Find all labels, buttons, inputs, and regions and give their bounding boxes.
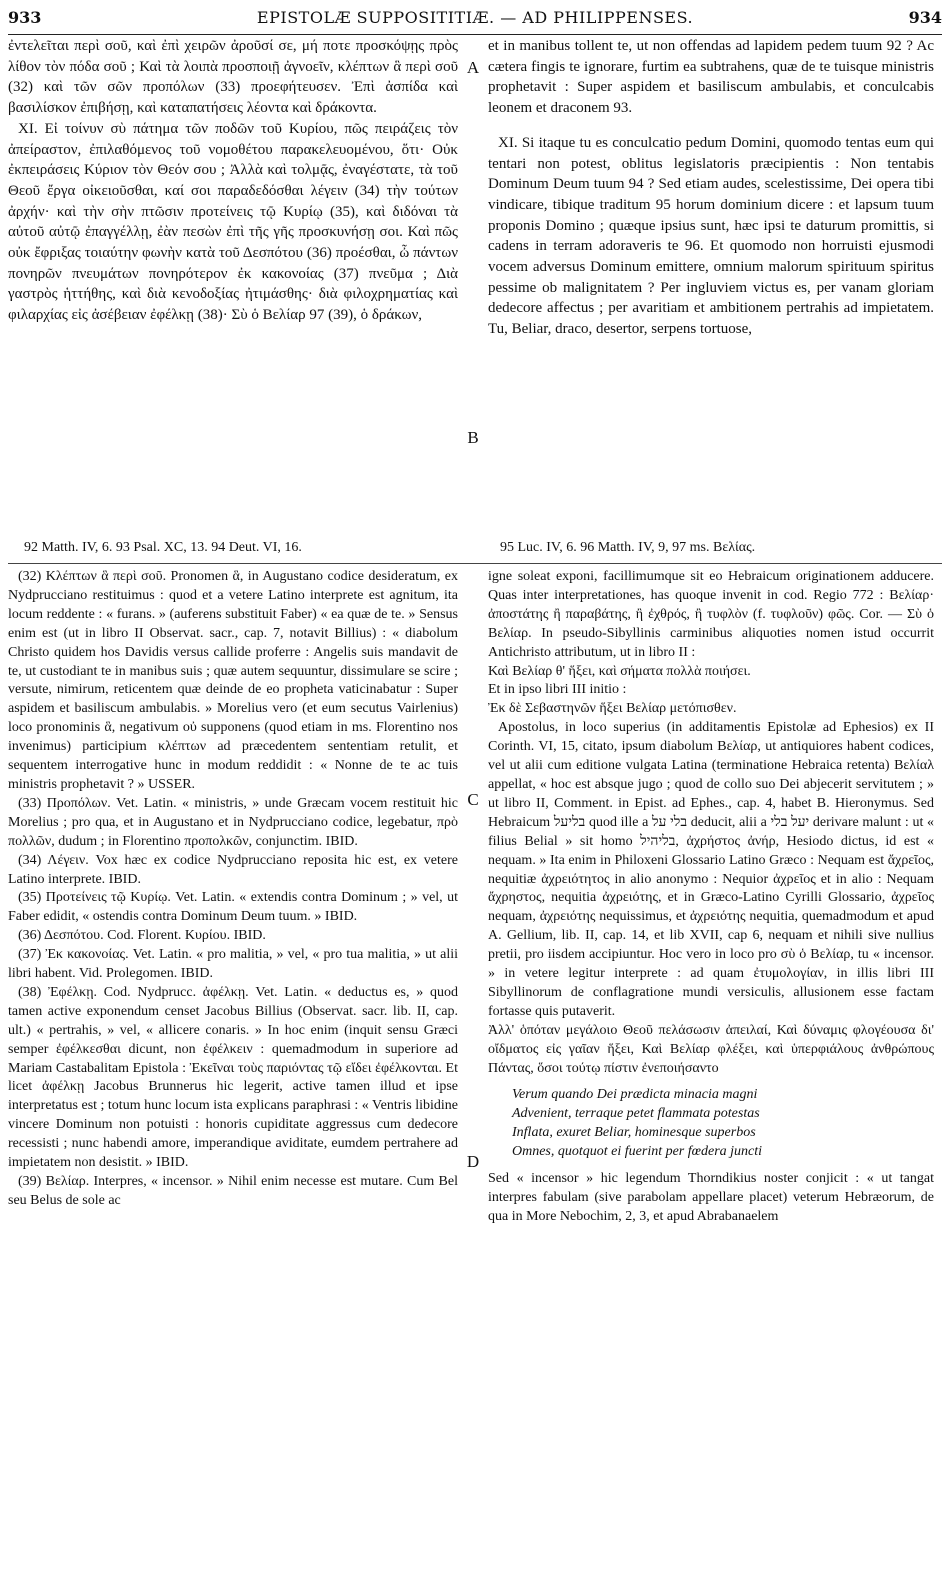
sibylline-verse-2: Ἐκ δὲ Σεβαστηνῶν ἥξει Βελίαρ μετόπισθεν.	[488, 701, 737, 717]
note-35: (35) Προτείνεις τῷ Κυρίῳ. Vet. Latin. « extendis contra Dominum ; » vel, ut Faber edidit, « ostendis contra Dominum Deum tuum. » IBID.	[8, 890, 458, 925]
sibylline-verse-1: Καὶ Βελίαρ θ' ἥξει, καὶ σήματα πολλὰ ποιήσει.	[488, 663, 751, 679]
note-37: (37) Ἐκ κακονοίας. Vet. Latin. « pro malitia, » vel, « pro tua malitia, » ut alii libri habent. Vid. Prolegomen. IBID.	[8, 947, 458, 982]
greek-paragraph-2: XI. Εἰ τοίνυν σὺ πάτημα τῶν ποδῶν τοῦ Κυρίου, πῶς πειράζεις τὸν ἀπείραστον, ἐπιλαθόμενος τοῦ νομοθέτου παρακελευομένου, ὅτι· Οὐκ ἐκπειράσεις Κύριον τὸν Θεόν σου ; Ἀλλὰ καὶ τολμᾷς, ἐναγέστατε, τὰ τοῦ Θεοῦ ἔργα οἰκειοῦσθαι, καί σοι παραδεδόσθαι λέγειν (34) τὴν τούτων ἀρχήν· καὶ τὴν σὴν πτῶσιν προτείνεις τῷ Κυρίῳ (35), καὶ διδόναι τὰ αὐτοῦ αὐτῷ ἐπαγγέλλῃ, ἐὰν πεσὼν ἐπὶ τῆς γῆς προσκυνήσῃ σοι. Καὶ πῶς οὐκ ἔφριξας τοιαύτην φωνὴν κατὰ τοῦ Δεσπότου (36) προέσθαι, ὦ πάντων πονηρῶν πνευμάτων πονηρότερον ἐκ κακονοίας (37) πνεῦμα ; Διὰ γαστρὸς ἡττήθης, καὶ διὰ κενοδοξίας ἠτιμάσθης· διὰ φιλοχρηματίας καὶ φιλαρχίας εἰς ἀσέβειαν ἐφέλκῃ (38)· Σὺ ὁ Βελίαρ 97 (39), ὁ δράκων,	[8, 120, 458, 324]
running-title: EPISTOLÆ SUPPOSITITIÆ. — AD PHILIPPENSES.	[256, 8, 694, 27]
footnote-refs-left: 92 Matth. IV, 6. 93 Psal. XC, 13. 94 Deut. VI, 16.	[24, 540, 302, 555]
note-38: (38) Ἐφέλκῃ. Cod. Nydprucc. ἀφέλκῃ. Vet. Latin. « deductus es, » quod tamen active exponendum censet Jacobus Billius (Observat. sacr. lib. II, cap. ult.) « pertrahis, » vel, « allicere conaris. » In hoc enim (inquit sensu Græci semper ἐφέλκεσθαι dicunt, non ἐφέλκειν : quemadmodum in superiore ad Mariam Castabalitam Epistola : Ἐκεῖναι τοὺς παριόντας τῷ εἴδει ἐφέλκονται. Et licet ἀφέλκῃ Jacobus Brunnerus hic legerit, active tamen illud et ipse interpretatus est ; totum hunc locum ista explicans paraphrasi : « Ventris libidine vincere Dominum non potuisti : honoris cupiditate aggressus cum dedecore recessisti ; nunc habendi amore, imperandique aviditate, eumdem pertrahere ad impietatem non desistit. » IBID.	[8, 984, 458, 1171]
note-36: (36) Δεσπότου. Cod. Florent. Κυρίου. IBID.	[18, 928, 266, 944]
latin-verse-block	[512, 1086, 934, 1162]
margin-letter-b: B	[467, 428, 479, 447]
verse-line-2: Advenient, terraque petet flammata potestas	[512, 1106, 760, 1122]
note-39-continued: igne soleat exponi, facillimumque sit eo Hebraicum originationem adducere. Quas inter interpretationes, has quoque invenit in cod. Regio 772 : Βελίαρ· ἀποστάτης ἢ παραβάτης, ἢ ἐχθρός, ἢ τυφλὸν (f. τυφλοῦν) φῶς. Cor. — Σὺ ὁ Βελίαρ. In pseudo-Sibyllinis carminibus aliquoties nomen istud occurrit Antichristo attributum, ut in libro II :	[488, 569, 934, 660]
notes-divider	[8, 563, 942, 564]
page-header	[8, 6, 942, 35]
greek-paragraph-1: ἐντελεῖται περὶ σοῦ, καὶ ἐπὶ χειρῶν ἀροῦσί σε, μή ποτε προσκόψῃς πρὸς λίθον τὸν πόδα σοῦ ; Καὶ τὰ λοιπὰ προσποιῇ ἀγνοεῖν, κλέπτων ἃ περὶ σοῦ (32) καὶ τῶν σῶν προπόλων (33) προεφήτευσεν. Ἐπὶ ἀσπίδα καὶ βασιλίσκον ἐπιβήσῃ, καὶ καταπατήσεις λέοντα καὶ δράκοντα.	[8, 38, 458, 117]
commentary-right-column	[488, 568, 934, 1568]
page-number-right: 934	[908, 8, 942, 27]
commentary-left-column	[8, 568, 458, 1568]
note-thorndike: Sed « incensor » hic legendum Thorndikius noster conjicit : « ut tangat interpres fabulam (sive parabolam appellare placet) veterum Hebræorum, de qua in More Nebochim, 2, 3, et apud Abrabanaelem	[488, 1171, 934, 1224]
note-text: Et in ipso libri III initio :	[488, 682, 627, 698]
latin-paragraph-2: XI. Si itaque tu es conculcatio pedum Domini, quomodo tentas eum qui tentari non potest, oblitus legislatoris præcipientis : Non tentabis Dominum Deum tuum 94 ? Sed etiam audes, scelestissime, Dei opera tibi vindicare, tibique traditum 95 horum dominium dicere : et lapsum tuum proponis Domino ; quæque ipsius sunt, hæc ipsi te daturum promittis, si cadens in terram adoraveris te 96. Et quomodo non horruisti ejusmodi vocem adversus Dominum emittere, omnium malorum spirituum spiritus pessime ob malignitatem ? Per ingluviem victus es, per vanam gloriam dedecore affectus ; per avaritiam et ambitionem pertrahis ad impietatem. Tu, Beliar, draco, desertor, serpens tortuose,	[488, 134, 934, 338]
margin-letter-a: A	[466, 58, 480, 77]
note-39: (39) Βελίαρ. Interpres, « incensor. » Nihil enim necesse est mutare. Cum Bel seu Belus de sole ac	[8, 1174, 458, 1208]
margin-letter-d: D	[466, 1152, 480, 1171]
verse-line-4: Omnes, quotquot ei fuerint per fœdera juncti	[512, 1144, 763, 1160]
greek-verses: Ἀλλ' ὁπόταν μεγάλοιο Θεοῦ πελάσωσιν ἀπειλαί, Καὶ δύναμις φλογέουσα δι' οἴδματος εἰς γαῖαν ἥξει, Καὶ Βελίαρ φλέξει, καὶ ὑπερφιάλους ἀνθρώπους Πάντας, ὅσοι τούτῳ πίστιν ἐνεποιήσαντο	[488, 1022, 934, 1076]
verse-line-3: Inflata, exuret Beliar, hominesque superbos	[512, 1125, 756, 1141]
note-apostolus: Apostolus, in loco superius (in additamentis Epistolæ ad Ephesios) ex II Corinth. VI, 15, citato, ipsum diabolum Βελίαρ, ut antiquiores habent codices, vel ut alii cum editione vulgata Latina (terminatione Hebraica retenta) Βελίαλ appellat, « hoc est absque jugo ; quod de collo suo Dei abjecerit servitutem ; » ut libro II, Comment. in Epist. ad Ephes., cap. 4, habet B. Hieronymus. Sed Hebraicum בליעל quod ille a בלי על deducit, alii a יעל בלי derivare malunt : ut « filius Belial » sit homo בליהיל, ἀχρήστος ἀνήρ, Hesiodo dictus, id est « nequam. » Ita enim in Philoxeni Glossario Latino Græco : Nequam est ἄχρεῖος, nequitiæ ἀχρειότητος in alio anonymo : Nequior ἀχρεῖος et in alio : Nequam ἄχρηστος, nequitia ἀχρειότης, et in Græco-Latino Cyrilli Glossario, ἀχρεῖος nequam, ἀχρειότης nequissimus, et ἀχρειότης nequitia, quemadmodum et apud A. Gellium, lib. II, cap. 14, et lib XVII, cap 6, nequam et nihili sive nullius pretii, pro iisdem accipiuntur. Hoc vero in loco pro σὺ ὁ Βελίαρ, tu « incensor. » in vetere legitur interprete : ad quam ἐτυμολογίαν, in illis libri III Sibyllinorum de conflagratione mundi versiculis, allusionem esse factam fortasse quis putaverit.	[488, 720, 934, 1019]
latin-text-column	[488, 36, 934, 536]
footnote-refs-right: 95 Luc. IV, 6. 96 Matth. IV, 9, 97 ms. Βελίας.	[500, 540, 756, 555]
note-33: (33) Προπόλων. Vet. Latin. « ministris, » unde Græcam vocem restituit hic Morelius ; pro qua, et in Augustano et in Nydprucciano codice, legebatur, πρὸ πολλῶν, dudum ; in Florentino προπολκῶν, conjunctim. IBID.	[8, 795, 458, 849]
margin-letter-c: C	[467, 790, 479, 809]
verse-line-1: Verum quando Dei prædicta minacia magni	[512, 1087, 758, 1103]
latin-paragraph-1: et in manibus tollent te, ut non offendas ad lapidem pedem tuum 92 ? Ac cætera fingis te ignorare, furtim ea subtrahens, quæ de te tuisque ministris prophetavit : Super aspidem et basiliscum ambulabis, et conculcabis leonem et draconem 93.	[488, 38, 934, 117]
note-34: (34) Λέγειν. Vox hæc ex codice Nydprucciano reposita hic est, ex vetere Latino interprete. IBID.	[8, 852, 458, 887]
page-number-left: 933	[8, 8, 42, 27]
note-32: (32) Κλέπτων ἃ περὶ σοῦ. Pronomen ἃ, in Augustano codice desideratum, ex Nydprucciano restituimus : quod et a vetere Latino interprete est agnitum, ita locum reddente : « furans. » (auferens substituit Faber) « ea quæ de te. » Sensus enim est (ut in libro II Observat. sacr., cap. 7, notavit Billius) : « diabolum Christo quidem hos Davidis versus callide proferre : Angelis suis mandavit de te, ut custodiant te in manibus suis ; quæ autem sequuntur, dissimulare se scire ; versute, nimirum, reticentem quæ deinde de eo propheta vaticinabatur : Super aspidem et basiliscum ambulabis. » Morelius vero (et eum secutus Vairlenius) loco pronominis ἃ, negativum οὐ supponens (quod etiam in ms. Florentino nos invenimus) participium κλέπτων ad præcedentem sententiam retulit, et sequentem interrogative hunc in modum reddidit : « Nonne de te ac tuis ministris prophetavit ? » USSER.	[8, 569, 458, 792]
greek-text-column	[8, 36, 458, 536]
